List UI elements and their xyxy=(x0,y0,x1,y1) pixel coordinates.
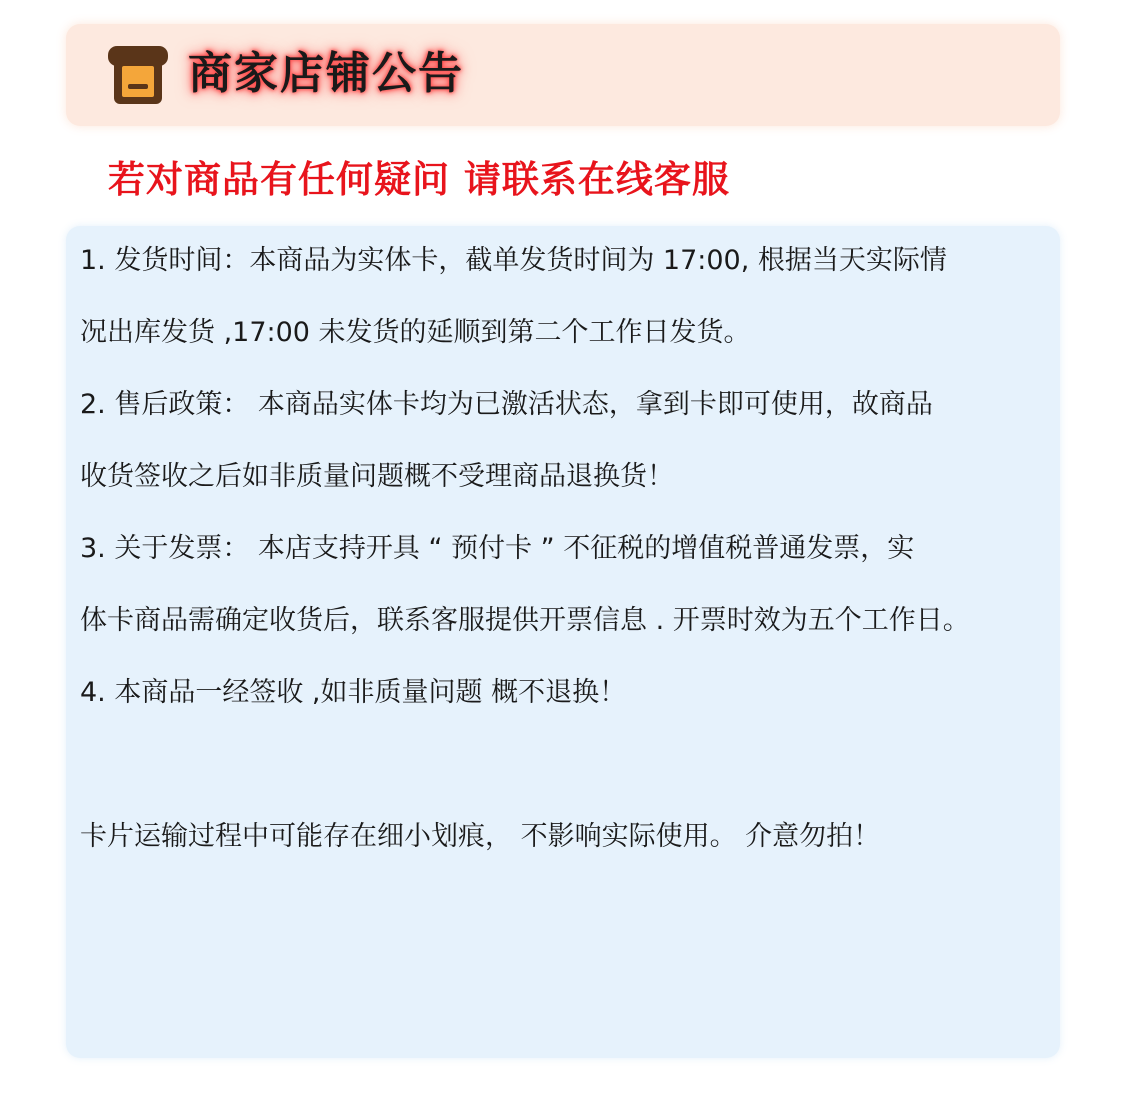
notice-line: 1. 发货时间：本商品为实体卡，截单发货时间为 17:00, 根据当天实际情 xyxy=(80,245,947,276)
notice-footer: 卡片运输过程中可能存在细小划痕， 不影响实际使用。 介意勿拍！ xyxy=(80,821,881,852)
notice-line: 况出库发货 ,17:00 未发货的延顺到第二个工作日发货。 xyxy=(80,317,751,348)
page-title: 商家店铺公告 xyxy=(188,48,464,99)
store-icon xyxy=(106,44,170,106)
contact-notice: 若对商品有任何疑问 请联系在线客服 xyxy=(108,158,730,201)
notice-line: 2. 售后政策： 本商品实体卡均为已激活状态，拿到卡即可使用，故商品 xyxy=(80,389,933,420)
notice-line: 3. 关于发票： 本店支持开具 “ 预付卡 ” 不征税的增值税普通发票，实 xyxy=(80,533,915,564)
notice-line: 4. 本商品一经签收 ,如非质量问题 概不退换！ xyxy=(80,677,627,708)
notice-line: 收货签收之后如非质量问题概不受理商品退换货！ xyxy=(80,461,674,492)
notice-line: 体卡商品需确定收货后，联系客服提供开票信息 . 开票时效为五个工作日。 xyxy=(80,605,970,636)
